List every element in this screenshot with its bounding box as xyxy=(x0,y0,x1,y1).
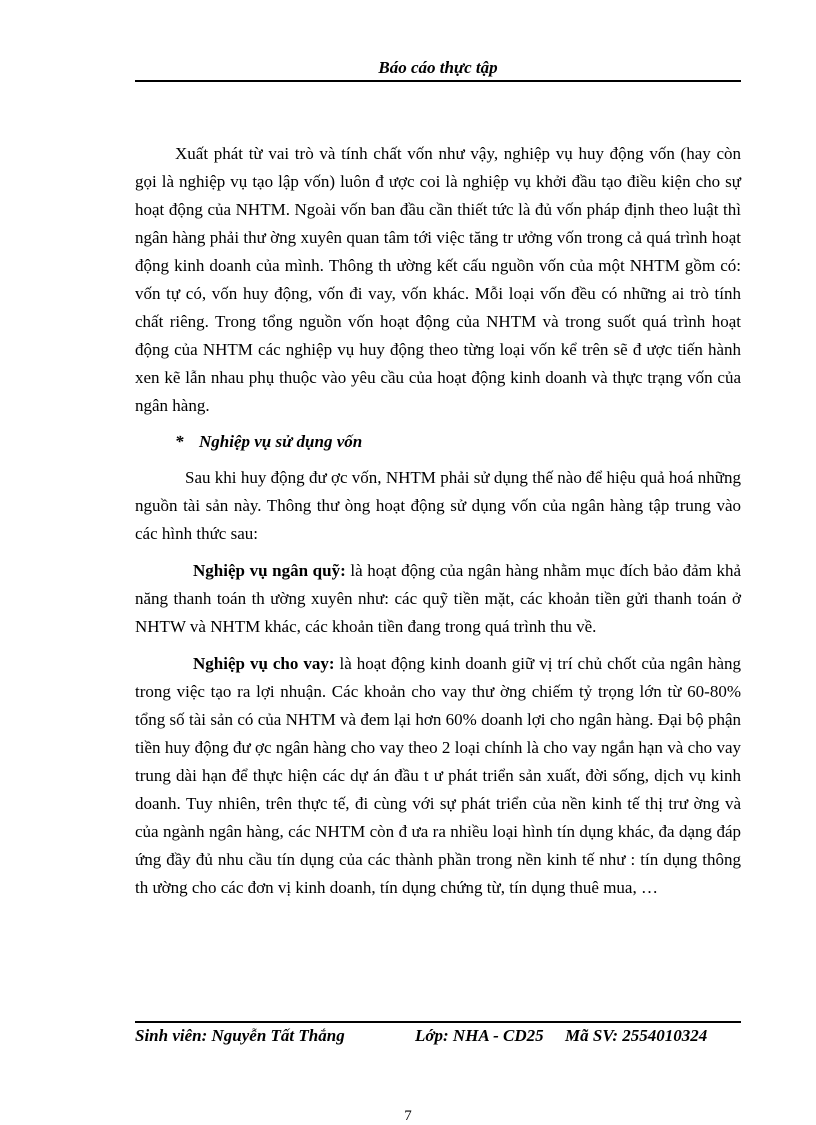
footer-student: Sinh viên: Nguyễn Tất Thắng xyxy=(135,1026,345,1045)
footer-rule xyxy=(135,1021,741,1023)
document-body xyxy=(135,140,741,902)
footer-class: Lớp: NHA - CD25 xyxy=(415,1026,544,1045)
page-number: 7 xyxy=(404,1108,412,1124)
paragraph-treasury-text: là hoạt động của ngân hàng nhằm mục đích bảo đảm khả năng thanh toán th ường xuyên như: các quỹ tiền mặt, các khoản tiền gửi thanh toán ở NHTW và NHTM khác, các khoản tiền đang trong quá trình thu về. xyxy=(135,561,741,636)
footer-student-id: Mã SV: 2554010324 xyxy=(565,1026,708,1045)
paragraph-lending-text: là hoạt động kinh doanh giữ vị trí chủ chốt của ngân hàng trong việc tạo ra lợi nhuận. Các khoản cho vay thư ờng chiếm tỷ trọng lớn từ 60-80% tổng số tài sản có của NHTM và đem lại hơn 60% doanh lợi cho ngân hàng. Đại bộ phận tiền huy động đư ợc ngân hàng cho vay theo 2 loại chính là cho vay ngắn hạn và cho vay trung dài hạn để thực hiện các dự án đầu t ư phát triển sản xuất, đời sống, dịch vụ kinh doanh. Tuy nhiên, trên thực tế, đi cùng với sự phát triển của nền kinh tế thị trư ờng và của ngành ngân hàng, các NHTM còn đ ưa ra nhiều loại hình tín dụng khác, đa dạng đáp ứng đầy đủ nhu cầu tín dụng của các thành phần trong nền kinh tế như : tín dụng thông th ường cho các đơn vị kinh doanh, tín dụng chứng từ, tín dụng thuê mua, … xyxy=(135,654,741,897)
section-heading xyxy=(135,428,741,456)
heading-bullet: * xyxy=(175,432,184,451)
header-rule xyxy=(135,80,741,82)
paragraph-capital-use: Sau khi huy động đư ợc vốn, NHTM phải sử dụng thế nào để hiệu quả hoá những nguồn tài sản này. Thông thư òng hoạt động sử dụng vốn của ngân hàng tập trung vào các hình thức sau: xyxy=(135,468,741,543)
paragraph-capital-mobilization: Xuất phát từ vai trò và tính chất vốn như vậy, nghiệp vụ huy động vốn (hay còn gọi là nghiệp vụ tạo lập vốn) luôn đ ược coi là nghiệp vụ khởi đầu tạo điều kiện cho sự hoạt động của NHTM. Ngoài vốn ban đầu cần thiết tức là đủ vốn pháp định theo luật thì ngân hàng phải thư ờng xuyên quan tâm tới việc tăng tr ưởng vốn trong cả quá trình hoạt động kinh doanh của mình. Thông th ường kết cấu nguồn vốn của một NHTM gồm có: vốn tự có, vốn huy động, vốn đi vay, vốn khác. Mỗi loại vốn đều có những ai trò tính chất riêng. Trong tổng nguồn vốn hoạt động của NHTM và trong suốt quá trình hoạt động của NHTM các nghiệp vụ huy động theo từng loại vốn kể trên sẽ đ ược tiến hành xen kẽ lẫn nhau phụ thuộc vào yêu cầu của hoạt động kinh doanh và thực trạng vốn của ngân hàng. xyxy=(135,144,741,415)
header-title: Báo cáo thực tập xyxy=(378,58,498,77)
paragraph-treasury xyxy=(135,557,741,641)
term-lending: Nghiệp vụ cho vay: xyxy=(193,654,335,673)
section-heading-text: Nghiệp vụ sử dụng vốn xyxy=(199,432,363,451)
term-treasury: Nghiệp vụ ngân quỹ: xyxy=(193,561,346,580)
paragraph-lending xyxy=(135,650,741,902)
